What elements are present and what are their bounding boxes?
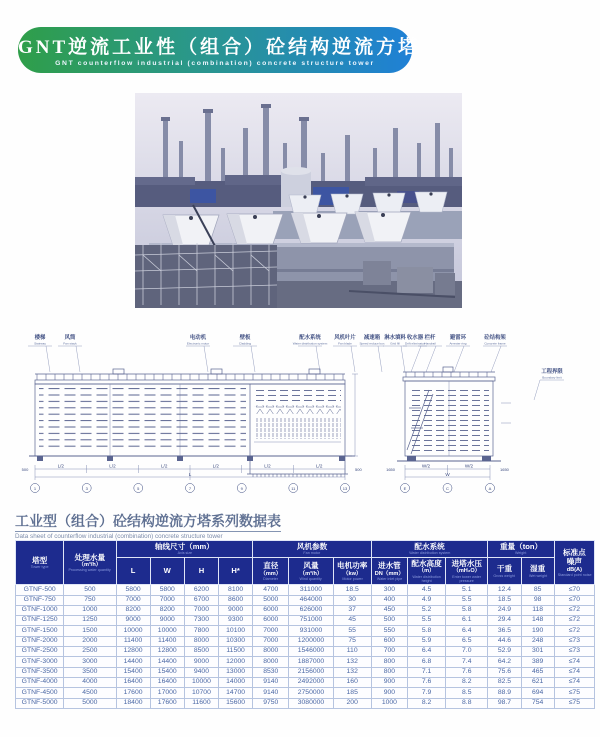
data-cell: 626000 [289,605,333,615]
data-cell: ≤70 [554,585,594,595]
data-cell: 6.5 [446,636,488,646]
data-cell: 5.8 [446,605,488,615]
data-cell: 17600 [150,698,184,708]
data-cell: 9140 [253,688,289,698]
diagram-label-en: Fan stack [63,341,77,346]
data-cell: 185 [333,688,371,698]
data-cell: 8.2 [446,677,488,687]
data-cell: 8200 [150,605,184,615]
data-cell: 5.5 [446,595,488,605]
header-axis-size: 轴线尺寸（mm） Axis size [116,541,253,558]
end-view-drawing [397,367,511,461]
data-cell: 10100 [219,626,253,636]
data-cell: 750 [64,595,116,605]
svg-text:W/2: W/2 [421,463,431,469]
svg-text:L/2: L/2 [161,463,168,469]
data-cell: 2492000 [289,677,333,687]
header-H: H [184,557,218,584]
data-cell: 800 [371,657,407,667]
data-cell: 15400 [150,667,184,677]
data-cell: 85 [521,585,554,595]
data-cell: ≤72 [554,626,594,636]
data-cell: 4.5 [407,585,445,595]
data-cell: 10000 [184,677,218,687]
data-cell: ≤75 [554,688,594,698]
data-cell: 88.9 [488,688,521,698]
data-cell: 550 [371,626,407,636]
tower-type-cell: GTNF-2500 [16,647,64,657]
svg-text:L/2: L/2 [57,463,64,469]
data-cell: 7.6 [446,667,488,677]
data-cell: 6.1 [446,616,488,626]
svg-text:7: 7 [188,485,192,491]
svg-text:11: 11 [291,485,296,491]
svg-text:1: 1 [33,485,37,491]
data-cell: 5.8 [407,626,445,636]
data-cell: 5000 [253,595,289,605]
data-cell: 16400 [116,677,150,687]
data-cell: ≤74 [554,657,594,667]
svg-text:L/2: L/2 [316,463,323,469]
header-distribution-height: 配水高度 （m） Water distribution height [407,557,445,584]
data-cell: 700 [371,647,407,657]
data-cell: 8.2 [407,698,445,708]
diagram-label-cn: 风筒 [64,335,76,341]
header-L: L [116,557,150,584]
data-cell: 10700 [184,688,218,698]
diagram-label-cn: 风机叶片 [334,335,356,341]
data-cell: 694 [521,688,554,698]
page-title: GNT逆流工业性（组合）砼结构逆流方塔 [18,37,421,58]
header-wet-weight: 湿重 Wet weight [521,557,554,584]
data-cell: 8.8 [446,698,488,708]
tower-type-cell: GTNF-750 [16,595,64,605]
svg-text:L/2: L/2 [109,463,116,469]
data-cell: ≤73 [554,647,594,657]
data-cell: ≤72 [554,616,594,626]
table-row [16,647,595,657]
data-cell: 500 [371,616,407,626]
data-cell: 64.2 [488,657,521,667]
diagram-label-cn: 收水器 [406,335,424,341]
tower-type-cell: GTNF-1250 [16,616,64,626]
data-cell: 8.5 [446,688,488,698]
data-cell: 52.9 [488,647,521,657]
data-cell: 1500 [64,626,116,636]
data-cell: 44.6 [488,636,521,646]
data-cell: 8500 [184,647,218,657]
diagram-label-cn: 配水系统 [299,335,321,341]
data-cell: 4000 [64,677,116,687]
data-cell: 9750 [253,698,289,708]
data-cell: 6200 [184,585,218,595]
data-cell: 500 [64,585,116,595]
data-cell: 2500 [64,647,116,657]
table-row [16,688,595,698]
diagram-label-cn: 减速箱 [363,335,381,341]
data-cell: 12.4 [488,585,521,595]
data-cell: 14400 [116,657,150,667]
data-cell: 8000 [184,636,218,646]
data-cell: 8100 [219,585,253,595]
data-cell: 9300 [219,616,253,626]
data-cell: 12800 [116,647,150,657]
svg-text:L/2: L/2 [264,463,271,469]
data-cell: 7800 [184,626,218,636]
data-cell: 7000 [116,595,150,605]
data-cell: 4500 [64,688,116,698]
diagram-label-cn: 砼结构架 [484,335,506,341]
data-cell: 11500 [219,647,253,657]
data-cell: 2156000 [289,667,333,677]
data-cell: 17000 [150,688,184,698]
data-cell: 450 [371,605,407,615]
table-subtitle: Data sheet of counterflow industrial (combination) concrete structure tower [15,533,223,541]
svg-text:500: 500 [21,467,29,472]
data-cell: 3080000 [289,698,333,708]
data-cell: 7000 [253,636,289,646]
data-cell: 75.6 [488,667,521,677]
data-cell: 5.1 [446,585,488,595]
data-cell: 12000 [219,657,253,667]
data-cell: 98.7 [488,698,521,708]
data-cell: 6.4 [407,647,445,657]
header-noise: 标准点 噪声 dB(A) Standard point noise [554,541,594,585]
header-weight: 重量（ton） Weight [488,541,554,558]
data-cell: 190 [521,626,554,636]
diagram-label-en: Boundary limit [542,375,562,380]
data-cell: 8530 [253,667,289,677]
table-row [16,585,595,595]
header-water-pressure: 进塔水压 （mH₂O） Enter tower water pressure [446,557,488,584]
diagram-label-en: Cladding [238,341,252,346]
data-cell: 14700 [219,688,253,698]
data-cell: 9000 [219,605,253,615]
data-cell: 98 [521,595,554,605]
data-cell: 3500 [64,667,116,677]
data-cell: 148 [521,616,554,626]
data-cell: 4700 [253,585,289,595]
data-cell: ≤74 [554,677,594,687]
data-cell: 10000 [116,626,150,636]
diagram-label-cn: 避雷环 [449,335,467,341]
data-cell: 5800 [116,585,150,595]
data-cell: 400 [371,595,407,605]
table-row [16,595,595,605]
header-water-distribution: 配水系统 Water distribution system [371,541,488,558]
diagram-label-en: Speed reduce box [359,341,385,346]
dimension-lines-right [386,464,510,493]
data-cell: 621 [521,677,554,687]
data-cell: 6.4 [446,626,488,636]
data-cell: 1546000 [289,647,333,657]
data-cell: 900 [371,677,407,687]
data-cell: 6700 [184,595,218,605]
data-cell: 5.5 [407,616,445,626]
data-cell: 301 [521,647,554,657]
data-cell: 300 [371,585,407,595]
data-cell: 14000 [219,677,253,687]
diagram-label-en: Fan blade [338,341,352,346]
header-water-quantity: 处理水量 （m³/h） Processing water quantity [64,541,116,585]
plant-photo [135,93,462,308]
data-cell: 7000 [184,605,218,615]
table-row [16,667,595,677]
table-row [16,616,595,626]
elevation-drawing [29,369,358,478]
diagram-label-cn: 工程界限 [541,369,563,375]
diagram-label-en: Drift eliminator [405,341,425,346]
data-cell: 9400 [184,667,218,677]
tower-type-cell: GTNF-4000 [16,677,64,687]
data-cell: 931000 [289,626,333,636]
header-W: W [150,557,184,584]
header-dry-weight: 干重 Gross weight [488,557,521,584]
svg-text:W/2: W/2 [464,463,474,469]
svg-text:1650: 1650 [386,467,395,472]
table-row [16,698,595,708]
table-body [16,585,595,709]
header-inlet-pipe: 进水管 DN（mm） Water inlet pipe [371,557,407,584]
data-cell: 1887000 [289,657,333,667]
diagram-label-en: Stairway [34,341,46,346]
data-cell: 18.5 [333,585,371,595]
svg-text:A: A [488,485,492,491]
data-cell: 465 [521,667,554,677]
data-cell: 389 [521,657,554,667]
data-cell: 45 [333,616,371,626]
table-row [16,657,595,667]
data-cell: 160 [333,677,371,687]
data-cell: 3000 [64,657,116,667]
table-row [16,677,595,687]
page-subtitle: GNT counterflow industrial (combination) concrete structure tower [55,60,375,67]
data-cell: 17600 [116,688,150,698]
data-cell: 7300 [184,616,218,626]
data-cell: 2750000 [289,688,333,698]
data-cell: 55 [333,626,371,636]
data-cell: 14400 [150,657,184,667]
data-cell: 900 [371,688,407,698]
svg-text:9: 9 [240,485,243,491]
svg-text:5: 5 [137,485,140,491]
data-cell: 11400 [150,636,184,646]
data-cell: 132 [333,657,371,667]
data-cell: 36.5 [488,626,521,636]
data-cell: ≤72 [554,605,594,615]
data-cell: 118 [521,605,554,615]
diagram-label-en: Arrester ring [449,341,467,346]
data-cell: 10000 [150,626,184,636]
diagram-label-en: Electronic motor [186,341,210,346]
tower-type-cell: GTNF-3500 [16,667,64,677]
data-cell: 1250 [64,616,116,626]
header-fan-motor: 风机参数 Fan motor [253,541,372,558]
header-wind-quantity: 风量 （m³/h） Wind quantity [289,557,333,584]
data-cell: 12800 [150,647,184,657]
table-row [16,636,595,646]
svg-text:L: L [188,472,192,477]
svg-text:13: 13 [342,485,348,491]
data-cell: 29.4 [488,616,521,626]
diagram-label-en: Handrail [424,341,436,346]
diagram-label-en: Grid fill [390,341,400,346]
data-cell: 9000 [150,616,184,626]
data-cell: 18400 [116,698,150,708]
data-cell: 6000 [253,605,289,615]
technical-drawing [15,328,595,518]
tower-type-cell: GTNF-5000 [16,698,64,708]
data-cell: 2000 [64,636,116,646]
data-cell: 13000 [219,667,253,677]
diagram-label-cn: 栏杆 [424,335,436,341]
data-cell: 800 [371,667,407,677]
data-cell: 5.2 [407,605,445,615]
data-cell: 9000 [116,616,150,626]
header-motor-power: 电机功率 （kw） Motor power [333,557,371,584]
diagram-label-cn: 电动机 [189,335,207,341]
diagram-label-cn: 淋水填料 [384,335,406,341]
svg-text:W: W [445,472,450,477]
data-cell: 7.4 [446,657,488,667]
data-cell: 11600 [184,698,218,708]
data-cell: ≤74 [554,667,594,677]
data-cell: 5.9 [407,636,445,646]
table-row [16,605,595,615]
data-cell: 8200 [116,605,150,615]
data-cell: 4.9 [407,595,445,605]
diagram-label-cn: 壁板 [239,335,251,341]
data-cell: 18.5 [488,595,521,605]
data-cell: 7.0 [446,647,488,657]
data-cell: 200 [333,698,371,708]
tower-type-cell: GTNF-500 [16,585,64,595]
data-cell: 248 [521,636,554,646]
data-cell: 8000 [253,647,289,657]
svg-text:E: E [403,485,407,491]
data-cell: 464000 [289,595,333,605]
tower-type-cell: GTNF-1000 [16,605,64,615]
svg-text:L/2: L/2 [212,463,219,469]
data-cell: 11400 [116,636,150,646]
data-cell: 82.5 [488,677,521,687]
table-row [16,626,595,636]
header-Hstar: H* [219,557,253,584]
diagram-label-cn: 楼梯 [34,335,46,341]
data-cell: 1000 [371,698,407,708]
svg-text:1650: 1650 [500,467,509,472]
svg-text:C: C [446,485,449,491]
data-cell: 30 [333,595,371,605]
data-cell: 7000 [253,626,289,636]
svg-text:500: 500 [355,467,362,472]
tower-type-cell: GTNF-4500 [16,688,64,698]
data-cell: 6000 [253,616,289,626]
table-title: 工业型（组合）砼结构逆流方塔系列数据表 [15,515,281,532]
data-cell: 110 [333,647,371,657]
data-cell: 132 [333,667,371,677]
data-cell: 9000 [184,657,218,667]
data-cell: 75 [333,636,371,646]
data-cell: 5000 [64,698,116,708]
header-diameter: 直径 （mm） Diameter [253,557,289,584]
data-cell: ≤70 [554,595,594,605]
data-cell: ≤75 [554,698,594,708]
data-cell: 8600 [219,595,253,605]
data-cell: 311000 [289,585,333,595]
data-cell: 24.9 [488,605,521,615]
data-cell: 8000 [253,657,289,667]
data-cell: 10300 [219,636,253,646]
table-title-block [15,513,281,540]
data-cell: 7.6 [407,677,445,687]
data-cell: 6.8 [407,657,445,667]
data-cell: 751000 [289,616,333,626]
diagram-label-en: Water distribution system [292,341,328,346]
tower-type-cell: GTNF-2000 [16,636,64,646]
data-cell: 9140 [253,677,289,687]
data-cell: 7000 [150,595,184,605]
spec-table [15,540,595,709]
data-cell: 7.9 [407,688,445,698]
data-cell: 16400 [150,677,184,687]
page-banner [18,27,421,73]
data-cell: 754 [521,698,554,708]
data-cell: ≤73 [554,636,594,646]
header-tower-type: 塔型 Tower type [16,541,64,585]
tower-type-cell: GTNF-1500 [16,626,64,636]
data-cell: 1200000 [289,636,333,646]
data-cell: 7.1 [407,667,445,677]
data-cell: 1000 [64,605,116,615]
svg-text:3: 3 [85,485,88,491]
data-cell: 37 [333,605,371,615]
tower-type-cell: GTNF-3000 [16,657,64,667]
data-cell: 15600 [219,698,253,708]
data-cell: 600 [371,636,407,646]
data-cell: 15400 [116,667,150,677]
data-cell: 5800 [150,585,184,595]
diagram-label-en: Concrete frame [484,341,506,346]
